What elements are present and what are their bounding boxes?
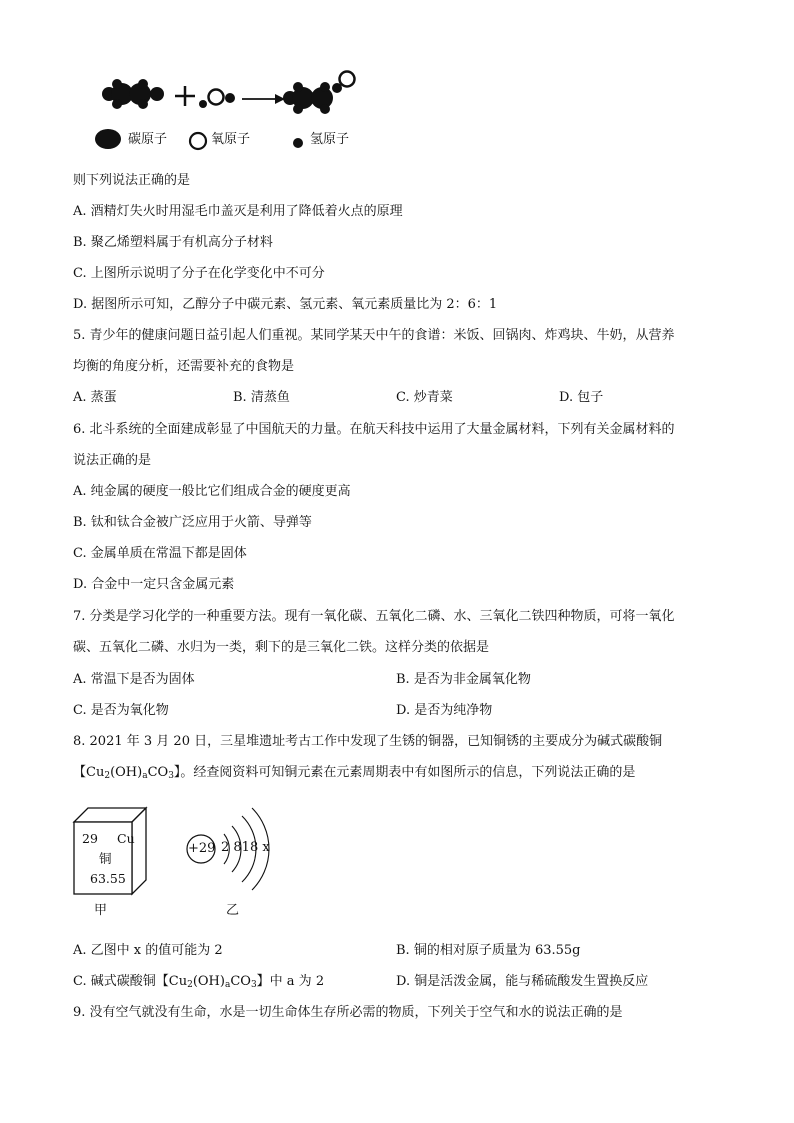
q8-option-c: C. 碱式碳酸铜【$Cu_2(OH)_aCO_3$】中 a 为 2 [73,974,325,990]
legend-oxygen: 氧原子 [211,132,251,147]
label-jia: 甲 [94,903,108,918]
q6-option-b: B. 钛和钛合金被广泛应用于火箭、导弹等 [73,515,312,530]
q5-stem-line1: 5. 青少年的健康问题日益引起人们重视。某同学某天中午的食谱：米饭、回锅肉、炸鸡块、牛奶，从营养 [73,328,675,343]
q4-option-d: D. 据图所示可知，乙醇分子中碳元素、氢元素、氧元素质量比为 2：6：1 [73,297,498,312]
q6-option-a: A. 纯金属的硬度一般比它们组成合金的硬度更高 [73,484,351,499]
cube-atomic-mass: 63.55 [90,871,126,886]
q7-option-a: A. 常温下是否为固体 [73,672,195,687]
legend-carbon: 碳原子 [128,132,168,147]
q8-stem-line1: 8. 2021 年 3 月 20 日，三星堆遗址考古工作中发现了生锈的铜器，已知铜锈的主要成分为碱式碳酸铜 [73,734,663,749]
hydrogen-atom-icon [292,137,304,149]
q7-stem-line1: 7. 分类是学习化学的一种重要方法。现有一氧化碳、五氧化二磷、水、三氧化二铁四种物质，可将一氧化 [73,609,675,624]
q6-option-d: D. 合金中一定只含金属元素 [73,577,235,592]
reaction-arrow [242,94,285,104]
q5-option-d: D. 包子 [559,390,604,405]
label-yi: 乙 [226,903,240,918]
product-molecule [283,72,355,115]
electron-shells: 2 818 x [221,840,270,855]
q6-stem-line2: 说法正确的是 [73,453,152,468]
q5-option-c: C. 炒青菜 [396,390,453,405]
q4-option-a: A. 酒精灯失火时用湿毛巾盖灭是利用了降低着火点的原理 [73,204,403,219]
q7-option-d: D. 是否为纯净物 [396,703,493,718]
legend-hydrogen: 氢原子 [310,132,350,147]
oxygen-atom-icon [188,131,208,151]
q4-stem: 则下列说法正确的是 [73,173,191,188]
cube-element-name: 铜 [99,851,112,866]
reaction-diagram [95,64,365,124]
cube-atomic-number: 29 [82,831,98,846]
q7-option-c: C. 是否为氧化物 [73,703,169,718]
cube-symbol: Cu [117,831,135,846]
q9-stem-line1: 9. 没有空气就没有生命，水是一切生命体生存所必需的物质，下列关于空气和水的说法正确的是 [73,1005,623,1020]
nucleus-charge: +29 [188,841,216,856]
reactant-molecule [102,79,164,109]
reactant-molecule-2 [199,90,235,109]
q4-option-b: B. 聚乙烯塑料属于有机高分子材料 [73,235,273,250]
q6-option-c: C. 金属单质在常温下都是固体 [73,546,247,561]
q6-stem-line1: 6. 北斗系统的全面建成彰显了中国航天的力量。在航天科技中运用了大量金属材料，下列有关金属材料的 [73,422,675,437]
plus-sign [175,86,195,106]
q8-option-d: D. 铜是活泼金属，能与稀硫酸发生置换反应 [396,974,649,989]
q7-option-b: B. 是否为非金属氧化物 [396,672,531,687]
q8-stem-line2: 【$Cu_2(OH)_aCO_3$】。经查阅资料可知铜元素在元素周期表中有如图所示的信息，下列说法正确的是 [73,765,636,781]
q8-option-a: A. 乙图中 x 的值可能为 2 [73,943,223,958]
carbon-atom-icon [93,128,123,150]
q5-stem-line2: 均衡的角度分析，还需要补充的食物是 [73,359,295,374]
q4-option-c: C. 上图所示说明了分子在化学变化中不可分 [73,266,325,281]
q5-option-a: A. 蒸蛋 [73,390,117,405]
q8-option-b: B. 铜的相对原子质量为 63.55g [396,943,581,958]
q7-stem-line2: 碳、五氧化二磷、水归为一类，剩下的是三氧化二铁。这样分类的依据是 [73,640,490,655]
q5-option-b: B. 清蒸鱼 [233,390,290,405]
